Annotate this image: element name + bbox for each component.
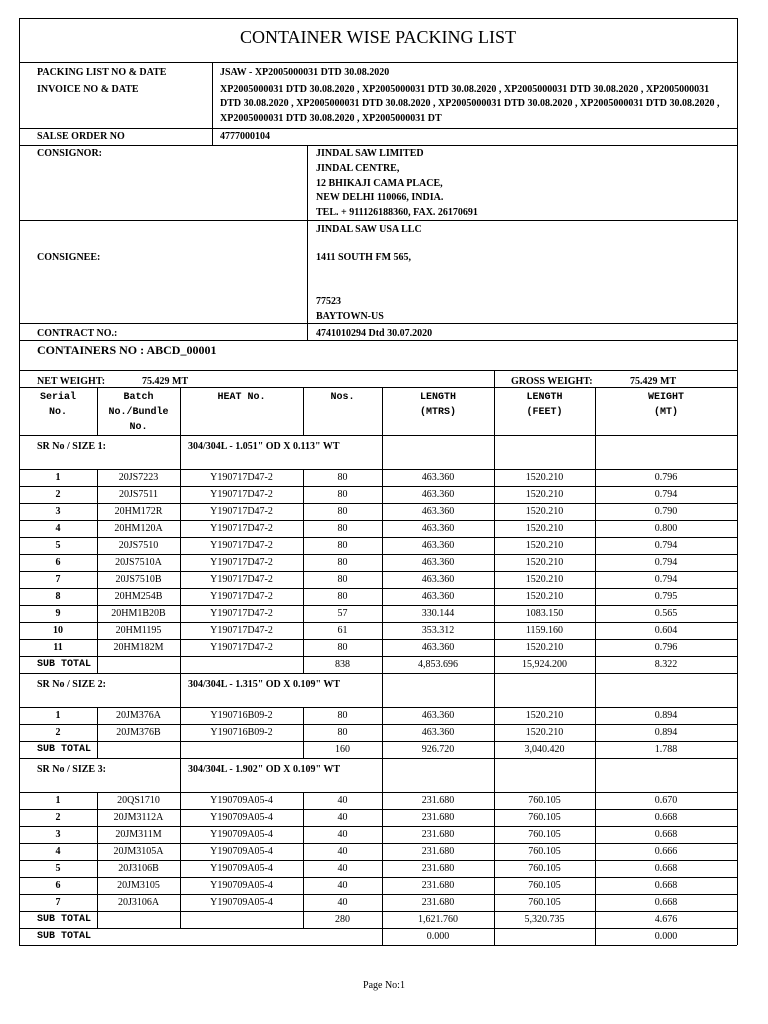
- serial-no-cell: 8: [55, 590, 61, 602]
- table-cell: 231.680: [421, 896, 455, 908]
- table-rule: [19, 877, 737, 878]
- gross-weight-value: 75.429 MT: [630, 376, 677, 387]
- final-subtotal-label: SUB TOTAL: [37, 931, 92, 942]
- section-size: 304/304L - 1.051" OD X 0.113" WT: [188, 441, 340, 452]
- table-rule: [19, 792, 737, 793]
- table-cell: 80: [337, 641, 348, 653]
- table-cell: 0.666: [654, 845, 678, 857]
- table-cell: Y190717D47-2: [210, 607, 273, 619]
- invoice-label: INVOICE NO & DATE: [37, 84, 139, 95]
- table-cell: Y190709A05-4: [210, 896, 273, 908]
- order-value: 4777000104: [220, 131, 270, 142]
- subtotal-weight: 4.676: [654, 913, 678, 925]
- table-column-rule: [180, 707, 181, 758]
- table-cell: 61: [337, 624, 348, 636]
- frame-right: [737, 18, 738, 370]
- table-cell: 1083.150: [525, 607, 564, 619]
- column-header: HEAT No.: [217, 392, 266, 403]
- table-cell: 1159.160: [525, 624, 564, 636]
- subtotal-length-feet: 15,924.200: [522, 658, 567, 670]
- table-cell: 231.680: [421, 828, 455, 840]
- table-cell: 1520.210: [525, 709, 564, 721]
- table-cell: 463.360: [421, 488, 455, 500]
- column-header: No.: [129, 422, 148, 433]
- table-cell: 0.794: [654, 539, 678, 551]
- consignor-line: TEL. + 911126188360, FAX. 26170691: [316, 207, 478, 218]
- column-header: (FEET): [526, 407, 563, 418]
- table-cell: 0.795: [654, 590, 678, 602]
- table-column-rule: [180, 469, 181, 673]
- table-cell: 1520.210: [525, 522, 564, 534]
- consignor-line: JINDAL SAW LIMITED: [316, 148, 424, 159]
- column-header: Serial: [39, 392, 76, 403]
- table-rule: [19, 435, 737, 436]
- table-cell: 463.360: [421, 590, 455, 602]
- table-column-rule: [737, 370, 738, 387]
- subtotal-length-mtrs: 1,621.760: [418, 913, 458, 925]
- column-header: No./Bundle: [108, 407, 169, 418]
- column-header: LENGTH: [526, 392, 563, 403]
- table-cell: 0.668: [654, 896, 678, 908]
- table-cell: 0.800: [654, 522, 678, 534]
- subtotal-nos: 280: [335, 913, 350, 925]
- table-cell: 1520.210: [525, 539, 564, 551]
- table-column-rule: [595, 673, 596, 707]
- table-column-rule: [494, 435, 495, 469]
- gross-weight-label: GROSS WEIGHT:: [511, 376, 593, 387]
- table-column-rule: [19, 370, 20, 387]
- subtotal-nos: 838: [335, 658, 350, 670]
- serial-no-cell: 9: [55, 607, 61, 619]
- contract-value: 4741010294 Dtd 30.07.2020: [316, 328, 433, 339]
- table-cell: 1520.210: [525, 573, 564, 585]
- subtotal-length-feet: 3,040.420: [524, 743, 565, 755]
- table-cell: 0.668: [654, 862, 678, 874]
- serial-no-cell: 11: [53, 641, 63, 653]
- table-cell: 0.794: [654, 556, 678, 568]
- table-column-rule: [303, 469, 304, 673]
- table-column-rule: [494, 469, 495, 673]
- table-cell: Y190717D47-2: [210, 505, 273, 517]
- table-cell: 1520.210: [525, 726, 564, 738]
- table-cell: 0.668: [654, 879, 678, 891]
- table-rule: [19, 843, 737, 844]
- table-cell: 40: [337, 794, 348, 806]
- table-column-rule: [595, 758, 596, 792]
- table-cell: Y190717D47-2: [210, 488, 273, 500]
- section-size: 304/304L - 1.315" OD X 0.109" WT: [188, 679, 341, 690]
- serial-no-cell: 7: [55, 896, 61, 908]
- table-rule: [19, 387, 737, 388]
- table-cell: Y190709A05-4: [210, 862, 273, 874]
- table-cell: 463.360: [421, 505, 455, 517]
- table-cell: Y190709A05-4: [210, 811, 273, 823]
- consignee-label: CONSIGNEE:: [37, 252, 101, 263]
- table-column-rule: [737, 387, 738, 435]
- table-cell: 80: [337, 471, 348, 483]
- consignor-line: NEW DELHI 110066, INDIA.: [316, 192, 444, 203]
- table-cell: 0.794: [654, 488, 678, 500]
- table-column-rule: [737, 707, 738, 758]
- table-rule: [19, 707, 737, 708]
- contract-divider: [19, 323, 737, 324]
- table-cell: Y190709A05-4: [210, 794, 273, 806]
- table-rule: [19, 656, 737, 657]
- table-column-rule: [737, 435, 738, 469]
- table-column-rule: [595, 435, 596, 469]
- contract-label: CONTRACT NO.:: [37, 328, 118, 339]
- table-cell: 20HM1B20B: [111, 607, 166, 619]
- section-label: SR No / SIZE 2:: [37, 679, 106, 690]
- table-column-rule: [19, 792, 20, 928]
- table-rule: [19, 894, 737, 895]
- serial-no-cell: 5: [55, 862, 61, 874]
- frame-top: [19, 18, 737, 19]
- table-column-rule: [595, 928, 596, 945]
- table-cell: 20JM3105A: [113, 845, 164, 857]
- table-cell: 20JS7510B: [115, 573, 162, 585]
- order-divider: [19, 128, 737, 129]
- table-cell: Y190709A05-4: [210, 879, 273, 891]
- subtotal-label: SUB TOTAL: [37, 914, 92, 925]
- table-column-rule: [494, 673, 495, 707]
- table-cell: Y190717D47-2: [210, 522, 273, 534]
- label-divider: [212, 62, 213, 145]
- table-column-rule: [180, 792, 181, 928]
- table-column-rule: [595, 792, 596, 928]
- table-cell: 80: [337, 590, 348, 602]
- table-cell: 20JS7223: [118, 471, 159, 483]
- table-cell: 231.680: [421, 845, 455, 857]
- invoice-line: DTD 30.08.2020 , XP2005000031 DTD 30.08.2020 , XP2005000031 DTD 30.08.2020 , XP2005000031 DTD 30.08.2020 ,: [220, 98, 720, 109]
- table-rule: [19, 860, 737, 861]
- subtotal-label: SUB TOTAL: [37, 744, 92, 755]
- packing-list-value: JSAW - XP2005000031 DTD 30.08.2020: [220, 67, 390, 78]
- table-cell: 463.360: [421, 522, 455, 534]
- table-cell: 463.360: [421, 641, 455, 653]
- table-rule: [19, 826, 737, 827]
- subtotal-length-mtrs: 926.720: [421, 743, 455, 755]
- table-cell: 40: [337, 862, 348, 874]
- table-rule: [19, 537, 737, 538]
- subtotal-length-mtrs: 4,853.696: [418, 658, 458, 670]
- table-column-rule: [382, 435, 383, 469]
- table-column-rule: [494, 928, 495, 945]
- column-header: LENGTH: [419, 392, 456, 403]
- table-cell: 463.360: [421, 471, 455, 483]
- subtotal-label: SUB TOTAL: [37, 659, 92, 670]
- page-number: Page No:1: [363, 980, 405, 991]
- table-cell: 1520.210: [525, 505, 564, 517]
- subtotal-length-feet: 5,320.735: [524, 913, 565, 925]
- serial-no-cell: 7: [55, 573, 61, 585]
- table-cell: Y190716B09-2: [210, 726, 273, 738]
- table-cell: 760.105: [528, 862, 561, 874]
- table-cell: 40: [337, 845, 348, 857]
- section-label: SR No / SIZE 1:: [37, 441, 106, 452]
- consignee-line: 1411 SOUTH FM 565,: [316, 252, 412, 263]
- table-cell: 760.105: [528, 794, 561, 806]
- table-column-rule: [19, 469, 20, 673]
- order-label: SALSE ORDER NO: [37, 131, 125, 142]
- section-label: SR No / SIZE 3:: [37, 764, 106, 775]
- column-header: Batch: [123, 392, 154, 403]
- table-cell: 463.360: [421, 556, 455, 568]
- table-column-rule: [595, 707, 596, 758]
- table-cell: Y190717D47-2: [210, 471, 273, 483]
- page-title: CONTAINER WISE PACKING LIST: [239, 27, 517, 47]
- serial-no-cell: 1: [55, 709, 61, 721]
- subtotal-weight: 8.322: [654, 658, 678, 670]
- table-cell: 80: [337, 539, 348, 551]
- table-cell: 1520.210: [525, 488, 564, 500]
- table-cell: 40: [337, 811, 348, 823]
- table-cell: 1520.210: [525, 556, 564, 568]
- table-cell: 760.105: [528, 845, 561, 857]
- table-cell: Y190709A05-4: [210, 828, 273, 840]
- table-cell: 80: [337, 726, 348, 738]
- consignee-line: JINDAL SAW USA LLC: [316, 224, 422, 235]
- table-column-rule: [180, 673, 181, 707]
- serial-no-cell: 10: [53, 624, 63, 636]
- column-header: (MTRS): [419, 407, 456, 418]
- containers-divider: [19, 340, 737, 341]
- table-cell: 1520.210: [525, 471, 564, 483]
- table-cell: 760.105: [528, 879, 561, 891]
- table-cell: 0.894: [654, 726, 678, 738]
- table-cell: 463.360: [421, 539, 455, 551]
- table-cell: 463.360: [421, 573, 455, 585]
- table-column-rule: [737, 758, 738, 792]
- containers-number: CONTAINERS NO : ABCD_00001: [37, 343, 217, 357]
- address-divider: [307, 145, 308, 340]
- table-rule: [19, 554, 737, 555]
- table-cell: 20HM254B: [114, 590, 163, 602]
- table-cell: 40: [337, 828, 348, 840]
- frame-left: [19, 18, 20, 370]
- table-cell: 0.565: [654, 607, 678, 619]
- table-cell: 0.794: [654, 573, 678, 585]
- table-column-rule: [303, 707, 304, 758]
- table-cell: 760.105: [528, 811, 561, 823]
- table-column-rule: [494, 758, 495, 792]
- serial-no-cell: 2: [55, 811, 61, 823]
- table-cell: Y190717D47-2: [210, 590, 273, 602]
- table-rule: [19, 503, 737, 504]
- table-cell: 20JS7510A: [115, 556, 162, 568]
- table-cell: 330.144: [421, 607, 455, 619]
- serial-no-cell: 3: [55, 505, 61, 517]
- consignor-label: CONSIGNOR:: [37, 148, 103, 159]
- table-column-rule: [494, 707, 495, 758]
- consignor-divider: [19, 145, 737, 146]
- table-cell: Y190717D47-2: [210, 539, 273, 551]
- table-column-rule: [19, 758, 20, 792]
- table-cell: 463.360: [421, 709, 455, 721]
- table-cell: 20J3106A: [117, 896, 160, 908]
- table-cell: 231.680: [421, 811, 455, 823]
- table-cell: 1520.210: [525, 641, 564, 653]
- table-column-rule: [382, 928, 383, 945]
- subtotal-nos: 160: [335, 743, 350, 755]
- table-cell: 760.105: [528, 828, 561, 840]
- table-cell: 20JM376B: [116, 726, 161, 738]
- consignor-line: JINDAL CENTRE,: [316, 163, 400, 174]
- table-rule: [19, 486, 737, 487]
- table-cell: 1520.210: [525, 590, 564, 602]
- table-column-rule: [19, 707, 20, 758]
- table-cell: 231.680: [421, 879, 455, 891]
- table-cell: 231.680: [421, 794, 455, 806]
- table-cell: 57: [337, 607, 348, 619]
- table-cell: 760.105: [528, 896, 561, 908]
- consignee-line: 77523: [316, 296, 341, 307]
- table-rule: [19, 945, 737, 946]
- column-header: Nos.: [330, 392, 355, 403]
- table-cell: 231.680: [421, 862, 455, 874]
- table-rule: [19, 758, 737, 759]
- serial-no-cell: 3: [55, 828, 61, 840]
- serial-no-cell: 4: [55, 522, 61, 534]
- table-cell: 40: [337, 879, 348, 891]
- table-cell: 20HM120A: [114, 522, 163, 534]
- table-rule: [19, 639, 737, 640]
- table-column-rule: [97, 469, 98, 673]
- table-cell: 20J3106B: [118, 862, 159, 874]
- serial-no-cell: 6: [55, 879, 61, 891]
- table-rule: [19, 911, 737, 912]
- table-cell: 40: [337, 896, 348, 908]
- table-column-rule: [19, 928, 20, 945]
- table-cell: 20HM1195: [115, 624, 162, 636]
- table-cell: 0.670: [654, 794, 678, 806]
- title-divider: [19, 62, 737, 63]
- serial-no-cell: 5: [55, 539, 61, 551]
- serial-no-cell: 2: [55, 726, 61, 738]
- table-cell: 20JM311M: [115, 828, 162, 840]
- table-cell: 20JS7510: [118, 539, 159, 551]
- subtotal-weight: 1.788: [654, 743, 678, 755]
- table-rule: [19, 622, 737, 623]
- table-cell: 0.796: [654, 471, 678, 483]
- consignee-divider: [19, 220, 737, 221]
- table-cell: 0.604: [654, 624, 678, 636]
- table-column-rule: [494, 792, 495, 928]
- table-rule: [19, 928, 737, 929]
- table-column-rule: [382, 673, 383, 707]
- table-column-rule: [19, 435, 20, 469]
- table-rule: [19, 673, 737, 674]
- table-column-rule: [180, 758, 181, 792]
- net-weight-value: 75.429 MT: [142, 376, 189, 387]
- serial-no-cell: 1: [55, 471, 61, 483]
- table-cell: 20QS1710: [117, 794, 160, 806]
- table-rule: [19, 469, 737, 470]
- table-column-rule: [19, 673, 20, 707]
- invoice-line: XP2005000031 DTD 30.08.2020 , XP2005000031 DT: [220, 113, 442, 124]
- table-cell: 353.312: [421, 624, 455, 636]
- table-cell: 0.790: [654, 505, 678, 517]
- column-header: WEIGHT: [647, 392, 684, 403]
- table-cell: Y190717D47-2: [210, 624, 273, 636]
- table-cell: Y190717D47-2: [210, 573, 273, 585]
- column-header: No.: [48, 407, 67, 418]
- table-column-rule: [737, 928, 738, 945]
- table-cell: 0.796: [654, 641, 678, 653]
- table-cell: 80: [337, 522, 348, 534]
- table-column-rule: [382, 469, 383, 673]
- table-rule: [19, 809, 737, 810]
- table-cell: 20HM182M: [113, 641, 164, 653]
- table-column-rule: [737, 792, 738, 928]
- table-cell: 0.668: [654, 828, 678, 840]
- table-column-rule: [382, 707, 383, 758]
- table-cell: 463.360: [421, 726, 455, 738]
- table-cell: Y190716B09-2: [210, 709, 273, 721]
- table-column-rule: [180, 435, 181, 469]
- table-cell: 80: [337, 488, 348, 500]
- section-size: 304/304L - 1.902" OD X 0.109" WT: [188, 764, 341, 775]
- table-column-rule: [595, 469, 596, 673]
- table-cell: 0.894: [654, 709, 678, 721]
- table-rule: [19, 741, 737, 742]
- table-column-rule: [737, 673, 738, 707]
- table-cell: 20JM3105: [117, 879, 160, 891]
- serial-no-cell: 4: [55, 845, 61, 857]
- table-rule: [19, 571, 737, 572]
- weights-divider: [19, 370, 737, 371]
- table-cell: 20JS7511: [118, 488, 159, 500]
- serial-no-cell: 2: [55, 488, 61, 500]
- table-column-rule: [494, 370, 495, 387]
- net-weight-label: NET WEIGHT:: [37, 376, 106, 387]
- table-column-rule: [97, 707, 98, 758]
- table-column-rule: [97, 792, 98, 928]
- table-cell: Y190717D47-2: [210, 641, 273, 653]
- consignee-line: BAYTOWN-US: [316, 311, 384, 322]
- final-subtotal-length: 0.000: [426, 930, 450, 942]
- table-column-rule: [737, 469, 738, 673]
- table-cell: 0.668: [654, 811, 678, 823]
- table-column-rule: [382, 792, 383, 928]
- table-rule: [19, 588, 737, 589]
- invoice-line: XP2005000031 DTD 30.08.2020 , XP2005000031 DTD 30.08.2020 , XP2005000031 DTD 30.08.2020 , XP2005000031: [220, 84, 710, 95]
- table-column-rule: [303, 792, 304, 928]
- table-rule: [19, 724, 737, 725]
- table-column-rule: [382, 758, 383, 792]
- table-rule: [19, 520, 737, 521]
- packing-list-label: PACKING LIST NO & DATE: [37, 67, 167, 78]
- table-cell: 80: [337, 709, 348, 721]
- table-cell: 80: [337, 573, 348, 585]
- table-cell: Y190717D47-2: [210, 556, 273, 568]
- table-cell: Y190709A05-4: [210, 845, 273, 857]
- table-cell: 20JM3112A: [113, 811, 164, 823]
- table-cell: 20HM172R: [114, 505, 163, 517]
- final-subtotal-weight: 0.000: [654, 930, 678, 942]
- table-rule: [19, 605, 737, 606]
- serial-no-cell: 6: [55, 556, 61, 568]
- table-cell: 80: [337, 556, 348, 568]
- table-cell: 20JM376A: [115, 709, 161, 721]
- table-cell: 80: [337, 505, 348, 517]
- consignor-line: 12 BHIKAJI CAMA PLACE,: [316, 178, 443, 189]
- column-header: (MT): [653, 407, 678, 418]
- serial-no-cell: 1: [55, 794, 61, 806]
